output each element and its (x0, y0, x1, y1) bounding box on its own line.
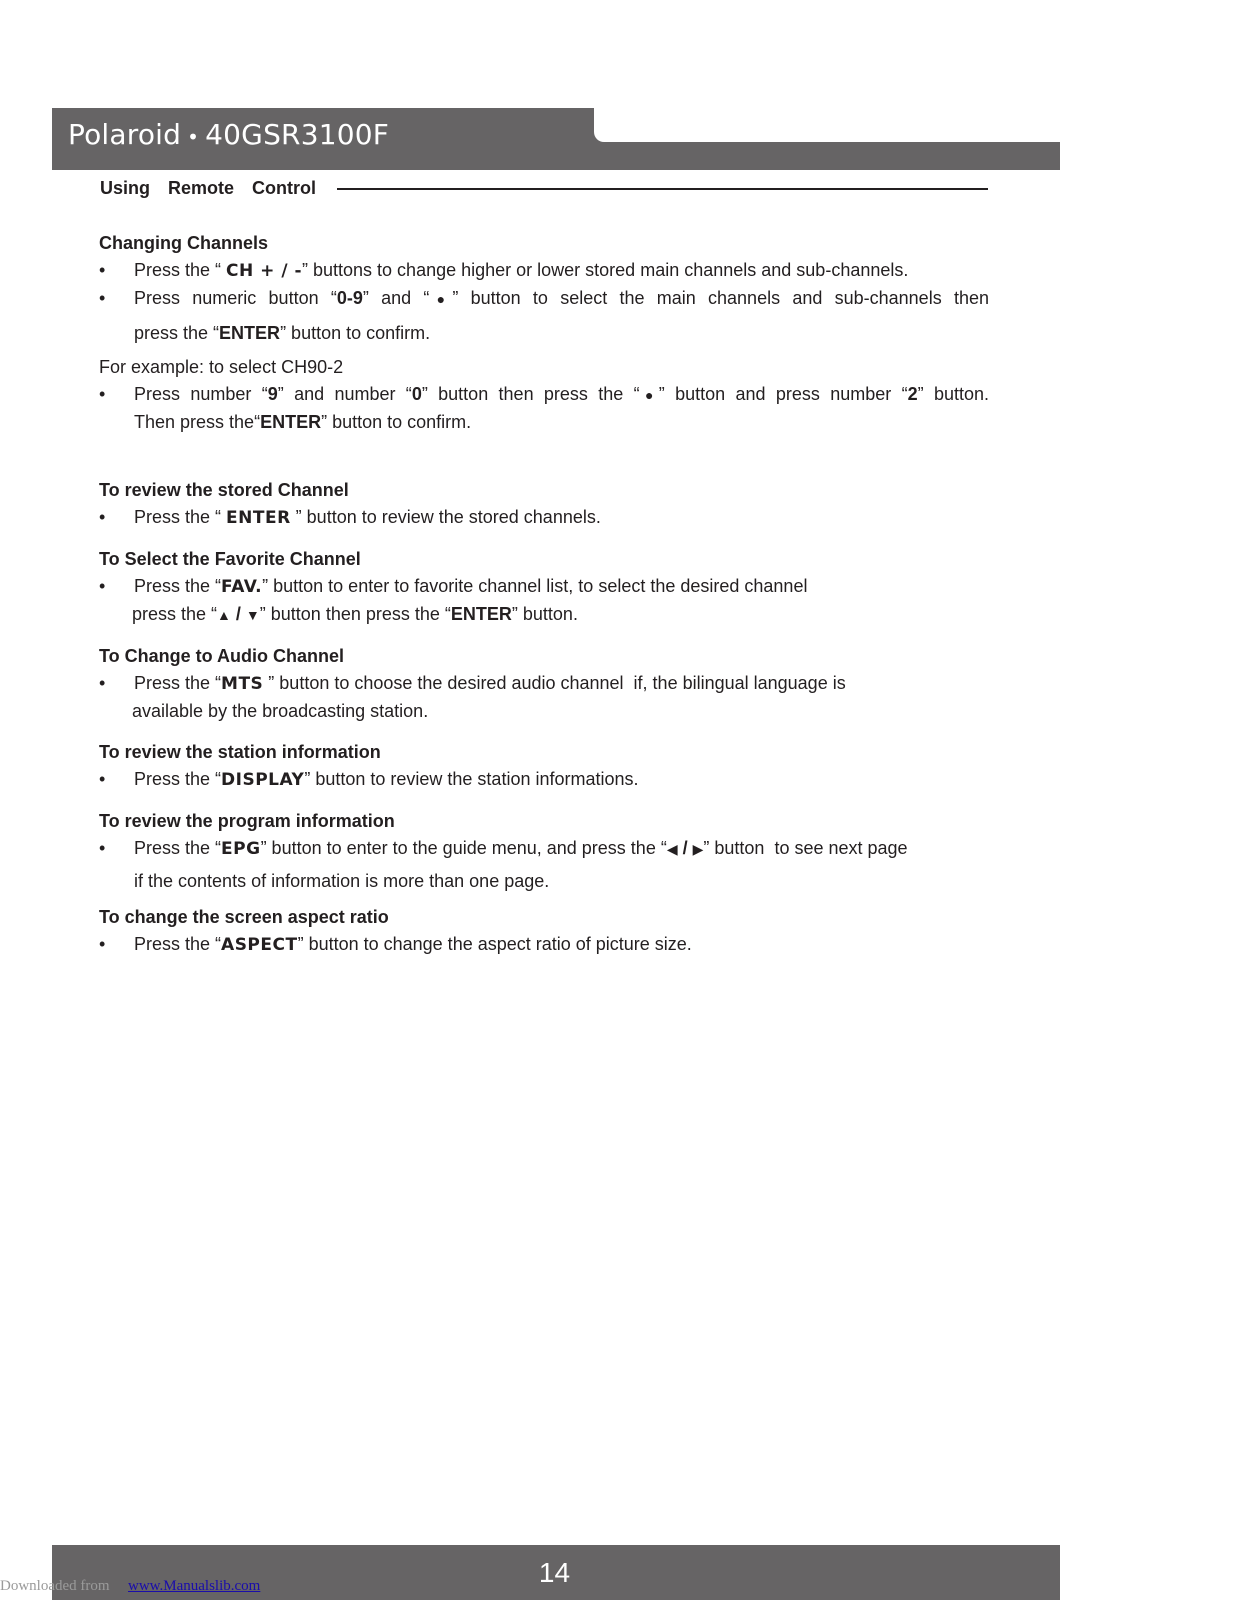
bullet: • (99, 838, 106, 858)
text: Press the “ (134, 260, 227, 280)
text: Press the “ (134, 769, 222, 789)
text: ” button to select the main channels and sub-channels then (452, 288, 989, 308)
text: ” button to change the aspect ratio of picture size. (297, 934, 692, 954)
manual-content (99, 230, 989, 959)
heading-audio: To Change to Audio Channel (99, 646, 344, 666)
section-title: Using Remote Control (100, 178, 317, 198)
list-item (99, 285, 989, 313)
key-0-9: 0-9 (336, 288, 363, 308)
text: ” button. (511, 604, 578, 624)
text: Press the “ (134, 576, 222, 596)
key-enter: ENTER (260, 412, 322, 432)
dot-icon: ● (429, 291, 453, 307)
list-item-continuation: if the contents of information is more than one page. (134, 871, 550, 891)
heading-review-stored: To review the stored Channel (99, 480, 349, 500)
text: ” button to confirm. (321, 412, 472, 432)
brand-separator: • (187, 125, 200, 149)
list-item (99, 257, 989, 285)
bullet: • (99, 507, 106, 527)
key-9: 9 (267, 384, 278, 404)
bullet: • (99, 769, 106, 789)
text: ” button then press the “ (421, 384, 640, 404)
key-mts: MTS (221, 674, 264, 694)
manualslib-link[interactable]: www.Manualslib.com (128, 1578, 261, 1594)
model-number: 40GSR3100F (205, 118, 390, 151)
text: ” button to choose the desired audio channel if, the bilingual language is (263, 673, 846, 693)
heading-aspect: To change the screen aspect ratio (99, 907, 389, 927)
heading-favorite: To Select the Favorite Channel (99, 549, 361, 569)
bullet: • (99, 288, 106, 308)
text: ” button and press number “ (658, 384, 908, 404)
key-ch: CH + / - (226, 261, 302, 281)
bullet: • (99, 673, 106, 693)
bullet: • (99, 384, 106, 404)
text: ” buttons to change higher or lower stored main channels and sub-channels. (302, 260, 909, 280)
left-arrow-icon: ◀ (666, 841, 678, 857)
list-item-continuation (99, 601, 989, 629)
text: Press the “ (134, 507, 227, 527)
heading-station: To review the station information (99, 742, 381, 762)
text: Then press the“ (134, 412, 261, 432)
key-0: 0 (411, 384, 422, 404)
text: ” button then press the “ (259, 604, 451, 624)
page-number: 14 (538, 1557, 571, 1588)
list-item (99, 381, 989, 409)
dot-icon: ● (639, 387, 659, 403)
key-fav: FAV. (221, 577, 263, 597)
text: ” button to see next page (703, 838, 908, 858)
down-arrow-icon: ▼ (245, 607, 260, 623)
list-item (99, 573, 989, 601)
bullet: • (99, 260, 106, 280)
bullet: • (99, 934, 106, 954)
key-2: 2 (907, 384, 918, 404)
bullet: • (99, 576, 106, 596)
key-enter: ENTER (226, 508, 291, 528)
up-arrow-icon: ▲ (217, 607, 231, 623)
text: ” button to enter to the guide menu, and press the “ (260, 838, 667, 858)
heading-changing-channels: Changing Channels (99, 233, 269, 253)
text: Press the “ (134, 838, 222, 858)
text: Press the “ (134, 673, 222, 693)
list-item (99, 766, 989, 794)
key-enter: ENTER (450, 604, 512, 624)
example-text: For example: to select CH90-2 (99, 357, 344, 377)
text: press the “ (132, 604, 218, 624)
list-item-continuation (99, 409, 989, 436)
brand-title (68, 118, 389, 151)
list-item (99, 835, 989, 863)
key-display: DISPLAY (221, 770, 305, 790)
text: Press number “ (134, 384, 268, 404)
brand-name: Polaroid (68, 118, 182, 151)
text: ” button to confirm. (280, 323, 431, 343)
text: ” button. (917, 384, 989, 404)
list-item (99, 670, 989, 698)
key-epg: EPG (221, 839, 261, 859)
heading-program: To review the program information (99, 811, 395, 831)
list-item (99, 931, 989, 959)
list-item (99, 504, 989, 532)
text: ” button to review the stored channels. (290, 507, 601, 527)
text: ” button to enter to favorite channel list, to select the desired channel (262, 576, 808, 596)
header-notch (594, 108, 1060, 142)
slash: / (677, 838, 693, 858)
right-arrow-icon: ▶ (692, 841, 704, 857)
text: Press the “ (134, 934, 222, 954)
list-item-continuation (99, 320, 989, 347)
text: ” button to review the station informations. (304, 769, 639, 789)
text: ” and number “ (277, 384, 412, 404)
text: ” and “ (362, 288, 430, 308)
key-aspect: ASPECT (221, 935, 298, 955)
download-text: Downloaded from (0, 1578, 110, 1594)
slash: / (230, 604, 246, 624)
section-rule (337, 188, 988, 190)
key-enter: ENTER (219, 323, 281, 343)
list-item-continuation: available by the broadcasting station. (132, 701, 429, 721)
text: Press numeric button “ (134, 288, 337, 308)
text: press the “ (134, 323, 220, 343)
